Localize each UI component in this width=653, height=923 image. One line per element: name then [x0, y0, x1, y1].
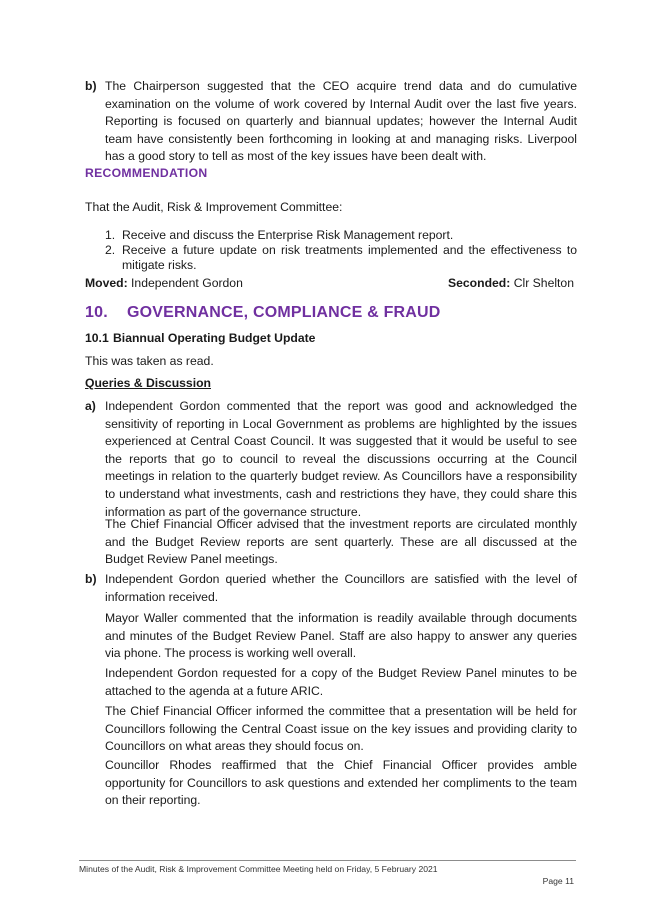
seconded-label: Seconded:	[448, 276, 511, 290]
seconded-value: Clr Shelton	[513, 276, 574, 290]
cfo-response-paragraph: The Chief Financial Officer advised that the investment reports are circulated monthly and the Budget Review reports are sent quarterly. These are all discussed at the Budget Review Panel meetings.	[105, 517, 577, 567]
list-item-number: 1.	[105, 228, 116, 242]
item-a-gordon	[85, 398, 577, 521]
queries-heading: Queries & Discussion	[85, 376, 211, 390]
section-title: GOVERNANCE, COMPLIANCE & FRAUD	[127, 304, 441, 321]
item-label: b)	[85, 572, 97, 586]
list-item	[85, 243, 577, 273]
moved-value: Independent Gordon	[131, 276, 243, 290]
item-b-gordon	[85, 571, 577, 606]
recommendation-intro: That the Audit, Risk & Improvement Committee:	[85, 200, 343, 214]
item-b-chairperson	[85, 78, 577, 166]
item-text: Independent Gordon commented that the report was good and acknowledged the sensitivity of reporting in Local Government as problems are highlighted by the issues experienced at Central Coast Council. It was suggested that it would be useful to see the reports that go to council to reveal the discussions occurring at the Council meetings in relation to the quarterly budget review. As Councillors have a responsibility to understand what investments, cash and restrictions they have, they could share this information as part of the governance structure.	[105, 399, 577, 519]
rhodes-paragraph: Councillor Rhodes reaffirmed that the Chief Financial Officer provides amble opportunity for Councillors to ask questions and extended her compliments to the team on their reporting.	[105, 758, 577, 808]
item-text: Independent Gordon queried whether the Councillors are satisfied with the level of information received.	[105, 572, 577, 604]
item-label: a)	[85, 399, 96, 413]
list-item-text: Receive and discuss the Enterprise Risk Management report.	[122, 228, 454, 242]
footer-divider	[79, 860, 576, 861]
recommendation-list	[85, 228, 577, 273]
moved-label: Moved:	[85, 276, 128, 290]
page-number: Page 11	[542, 876, 574, 886]
subsection-number: 10.1	[85, 331, 109, 345]
subsection-title: Biannual Operating Budget Update	[113, 331, 316, 345]
moved-line	[85, 276, 243, 290]
list-item-text: Receive a future update on risk treatments implemented and the effectiveness to mitigate risks.	[122, 243, 577, 272]
section-number: 10.	[85, 304, 108, 321]
cfo-presentation-paragraph: The Chief Financial Officer informed the committee that a presentation will be held for Councillors following the Central Coast issue on the key issues and providing clarity to Councillors on what areas they should focus on.	[105, 704, 577, 754]
list-item-number: 2.	[105, 243, 116, 257]
list-item	[85, 228, 577, 243]
section-heading	[85, 304, 441, 322]
recommendation-heading: RECOMMENDATION	[85, 166, 208, 180]
item-text: The Chairperson suggested that the CEO acquire trend data and do cumulative examination on the volume of work covered by Internal Audit over the last five years. Reporting is focused on quarterly and biannual updates; however the Internal Audit team have consistently been forthcoming in looking at and managing risks. Liverpool has a good story to tell as most of the key issues have been dealt with.	[105, 79, 577, 164]
footer-text: Minutes of the Audit, Risk & Improvement Committee Meeting held on Friday, 5 February 2021	[79, 864, 438, 874]
read-note: This was taken as read.	[85, 354, 214, 368]
subsection-heading	[85, 331, 315, 345]
item-label: b)	[85, 79, 97, 93]
gordon-request-paragraph: Independent Gordon requested for a copy of the Budget Review Panel minutes to be attached to the agenda at a future ARIC.	[105, 666, 577, 698]
seconded-line	[448, 276, 574, 290]
mayor-waller-paragraph: Mayor Waller commented that the information is readily available through documents and minutes of the Budget Review Panel. Staff are also happy to answer any queries via phone. The process is working well overall.	[105, 611, 577, 661]
